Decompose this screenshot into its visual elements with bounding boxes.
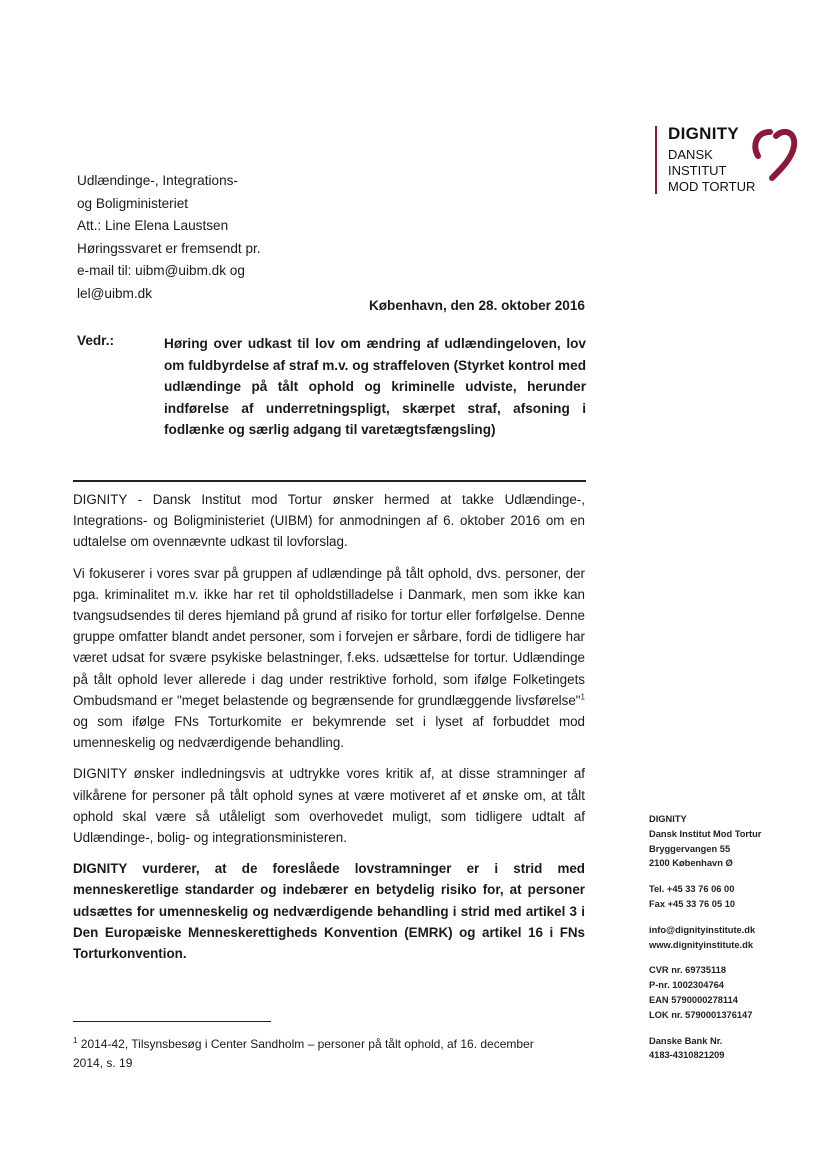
sidebar-fax: Fax +45 33 76 05 10 — [649, 898, 736, 909]
sidebar-address — [649, 812, 819, 871]
body-paragraph-3: DIGNITY ønsker indledningsvis at udtrykke vores kritik af, at disse stramninger af vilkårene for personer på tålt ophold synes at være motiveret af et ønske om, at tålt ophold skal være så utåleligt som overhovedet muligt, som tidligere udtalt af Udlændinge-, bolig- og integrationsministeren. — [73, 766, 585, 846]
recipient-line: og Boligministeriet — [77, 195, 189, 211]
footnote-text: 2014-42, Tilsynsbesøg i Center Sandholm – personer på tålt ophold, af 16. december 2014, s. 19 — [73, 1037, 534, 1070]
recipient-line: e-mail til: uibm@uibm.dk og — [77, 263, 245, 278]
body-paragraph-4: DIGNITY vurderer, at de foreslåede lovstramninger er i strid med menneskeretlige standarder og indebærer en betydelig risiko for, at personer udsættes for umenneskelig og nedværdigende behandling i strid med artikel 3 i Den Europæiske Menneskerettigheds Konvention (EMRK) og artikel 16 i FNs Torturkonvention. — [73, 861, 585, 962]
contact-sidebar — [649, 812, 819, 1074]
logo-line-3: MOD TORTUR — [668, 179, 756, 194]
dateline: København, den 28. oktober 2016 — [368, 298, 585, 313]
subject-text: Høring over udkast til lov om ændring af udlændingeloven, lov om fuldbyrdelse af straf m.v. og straffeloven (Styrket kontrol med udlændinge på tålt ophold og kriminelle udviste, herunder indførelse af underretningspligt, skærpet straf, afsoning i fodlænke og særlig adgang til varetægtsfængsling) — [164, 336, 586, 437]
recipient-line: Høringssvaret er fremsendt pr. — [77, 240, 261, 256]
recipient-address — [77, 170, 407, 305]
sidebar-email: info@dignityinstitute.dk — [649, 924, 756, 935]
sidebar-line: 2100 København Ø — [649, 858, 733, 869]
sidebar-ean: EAN 5790000278114 — [649, 994, 738, 1005]
letter-body — [73, 489, 585, 974]
sidebar-line: Dansk Institut Mod Tortur — [649, 828, 762, 839]
sidebar-pnr: P-nr. 1002304764 — [649, 980, 724, 991]
logo-line-2: INSTITUT — [668, 163, 727, 178]
sidebar-website: www.dignityinstitute.dk — [649, 939, 753, 950]
recipient-line: lel@uibm.dk — [77, 285, 152, 301]
body-paragraph-2-part-a: Vi fokuserer i vores svar på gruppen af udlændinge på tålt ophold, dvs. personer, der pga. kriminalitet m.v. ikke har ret til opholdstilladelse i Danmark, men som ikke kan tvangsudsendes til deres hjemland på grund af risiko for tortur eller forfølgelse. Denne gruppe omfatter blandt andet personer, som i forvejen er sårbare, fordi de tidligere har været udsat for svære psykiske belastninger, f.eks. udsættelse for tortur. Udlændinge på tålt ophold lever allerede i dag under restriktive forhold, som ifølge Folketingets Ombudsmand er "meget belastende og begrænsende for grundlæggende livsførelse" — [73, 565, 585, 708]
sidebar-lok: LOK nr. 5790001376147 — [649, 1009, 753, 1020]
sidebar-bank — [649, 1034, 819, 1064]
subject-label: Vedr.: — [77, 333, 115, 348]
logo-line-1: DANSK — [668, 147, 713, 162]
footnote-ref: 1 — [580, 692, 585, 702]
section-divider — [73, 480, 586, 482]
footnote-divider — [73, 1021, 271, 1022]
sidebar-cvr: CVR nr. 69735118 — [649, 965, 727, 976]
recipient-line: Udlændinge-, Integrations- — [77, 173, 238, 188]
sidebar-phones — [649, 882, 819, 912]
sidebar-line: DIGNITY — [649, 814, 687, 824]
footnote — [73, 1031, 563, 1073]
body-paragraph-1: DIGNITY - Dansk Institut mod Tortur ønsker hermed at takke Udlændinge-, Integrations- og Boligministeriet (UIBM) for anmodningen af 6. oktober 2016 om en udtalelse om ovennævnte udkast til lovforslag. — [73, 492, 585, 550]
sidebar-bank-number: 4183-4310821209 — [649, 1050, 725, 1061]
sidebar-line: Bryggervangen 55 — [649, 843, 731, 854]
sidebar-phone: Tel. +45 33 76 06 00 — [649, 884, 735, 895]
body-paragraph-2 — [73, 563, 585, 754]
sidebar-bank-label: Danske Bank Nr. — [649, 1035, 723, 1046]
recipient-line: Att.: Line Elena Laustsen — [77, 218, 229, 233]
logo-divider — [655, 126, 657, 194]
sidebar-web — [649, 923, 819, 953]
dignity-logo — [655, 124, 805, 196]
logo-brand: DIGNITY — [668, 124, 740, 143]
sidebar-ids — [649, 963, 819, 1022]
dignity-heart-logo-icon — [748, 126, 800, 182]
footnote-number: 1 — [73, 1036, 78, 1045]
body-paragraph-2-part-b: og som ifølge FNs Torturkomite er bekymrende set i lyset af forbuddet mod umenneskelig og nedværdigende behandling. — [73, 714, 585, 751]
